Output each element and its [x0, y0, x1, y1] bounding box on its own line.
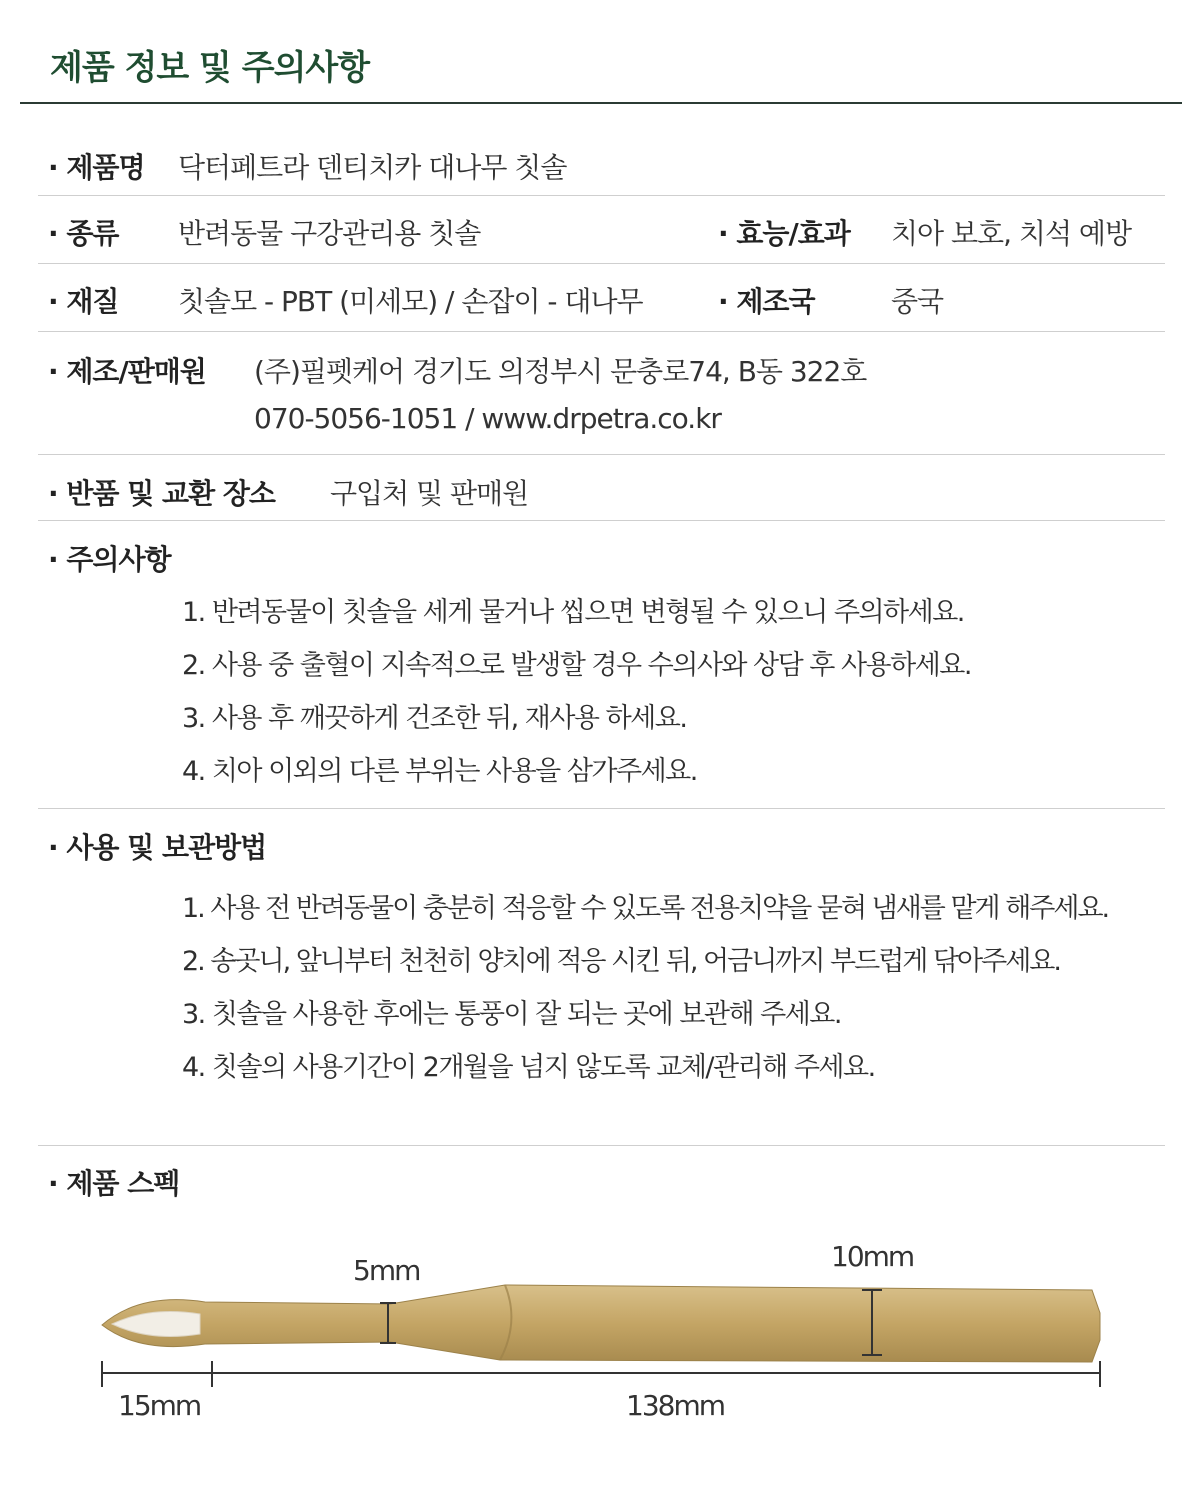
usage-item: 3. 칫솔을 사용한 후에는 통풍이 잘 되는 곳에 보관해 주세요.	[182, 999, 841, 1030]
usage-heading: · 사용 및 보관방법	[48, 831, 267, 864]
row-divider	[38, 263, 1165, 264]
usage-item: 2. 송곳니, 앞니부터 천천히 양치에 적응 시킨 뒤, 어금니까지 부드럽게 닦아주세요.	[182, 946, 1060, 977]
material-label: · 재질	[48, 285, 119, 318]
caution-item: 4. 치아 이외의 다른 부위는 사용을 삼가주세요.	[182, 756, 697, 787]
caution-item: 1. 반려동물이 칫솔을 세게 물거나 씹으면 변형될 수 있으니 주의하세요.	[182, 597, 964, 628]
returns-label: · 반품 및 교환 장소	[48, 477, 275, 510]
origin-value: 중국	[891, 285, 944, 318]
length-dimension-line	[102, 1361, 1100, 1387]
usage-item: 1. 사용 전 반려동물이 충분히 적응할 수 있도록 전용치약을 묻혀 냄새를 맡게 해주세요.	[182, 893, 1109, 924]
effect-value: 치아 보호, 치석 예방	[891, 217, 1131, 250]
cautions-heading: · 주의사항	[48, 543, 171, 576]
caution-item: 2. 사용 중 출혈이 지속적으로 발생할 경우 수의사와 상담 후 사용하세요.	[182, 650, 971, 681]
type-label: · 종류	[48, 217, 119, 250]
maker-address: (주)필펫케어 경기도 의정부시 문충로74, B동 322호	[254, 355, 867, 388]
neck-width-label: 5mm	[353, 1254, 420, 1287]
toothbrush-handle	[102, 1285, 1100, 1362]
returns-value: 구입처 및 판매원	[330, 477, 529, 510]
effect-label: · 효능/효과	[718, 217, 850, 250]
product-name-label: · 제품명	[48, 151, 145, 184]
handle-width-label: 10mm	[831, 1240, 914, 1273]
section-divider	[38, 1145, 1165, 1146]
product-name-value: 닥터페트라 덴티치카 대나무 칫솔	[178, 151, 567, 184]
usage-item: 4. 칫솔의 사용기간이 2개월을 넘지 않도록 교체/관리해 주세요.	[182, 1052, 875, 1083]
row-divider	[38, 331, 1165, 332]
material-value: 칫솔모 - PBT (미세모) / 손잡이 - 대나무	[178, 285, 643, 318]
row-divider	[38, 454, 1165, 455]
maker-label: · 제조/판매원	[48, 355, 206, 388]
type-value: 반려동물 구강관리용 칫솔	[178, 217, 481, 250]
page-title: 제품 정보 및 주의사항	[50, 48, 370, 88]
spec-heading: · 제품 스펙	[48, 1167, 180, 1200]
origin-label: · 제조국	[718, 285, 815, 318]
section-divider	[38, 808, 1165, 809]
row-divider	[38, 520, 1165, 521]
maker-contact: 070-5056-1051 / www.drpetra.co.kr	[254, 402, 721, 435]
head-length-label: 15mm	[118, 1389, 201, 1422]
total-length-label: 138mm	[626, 1389, 724, 1422]
caution-item: 3. 사용 후 깨끗하게 건조한 뒤, 재사용 하세요.	[182, 703, 687, 734]
row-divider	[38, 195, 1165, 196]
title-divider	[20, 102, 1182, 104]
